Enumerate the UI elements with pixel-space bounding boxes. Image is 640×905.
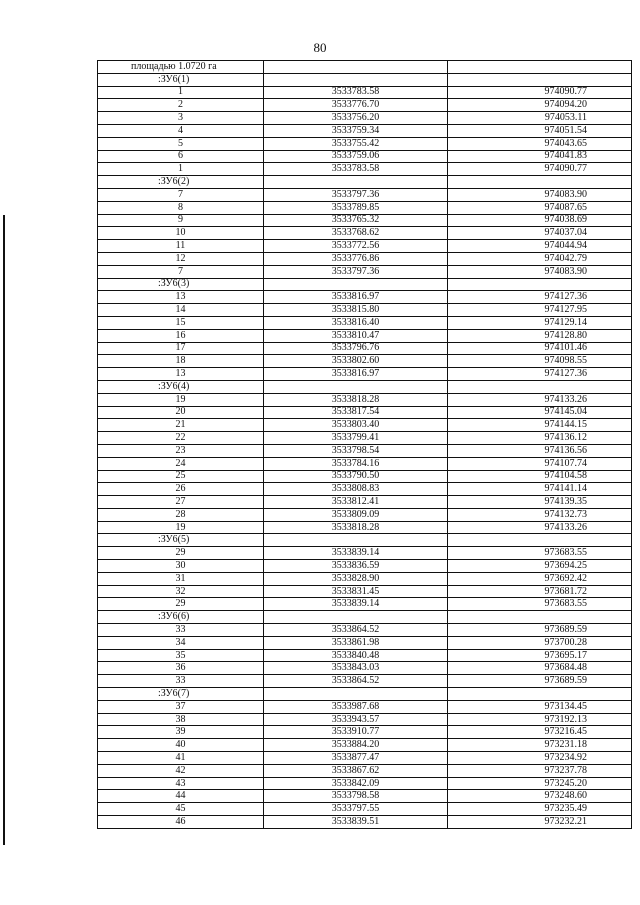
point-number: 16 <box>98 329 264 342</box>
y-coordinate: 973245.20 <box>448 777 632 790</box>
empty-cell <box>264 176 448 189</box>
table-row <box>98 265 632 278</box>
point-number: 28 <box>98 508 264 521</box>
table-row <box>98 444 632 457</box>
table-row <box>98 316 632 329</box>
x-coordinate: 3533818.28 <box>264 393 448 406</box>
y-coordinate: 974101.46 <box>448 342 632 355</box>
parcel-label: :ЗУ6(2) <box>98 176 264 189</box>
point-number: 3 <box>98 112 264 125</box>
y-coordinate: 974087.65 <box>448 201 632 214</box>
coordinates-table <box>97 60 632 829</box>
table-row <box>98 150 632 163</box>
coordinates-table-body <box>98 61 632 829</box>
empty-cell <box>264 380 448 393</box>
table-row <box>98 700 632 713</box>
x-coordinate: 3533828.90 <box>264 572 448 585</box>
y-coordinate: 973235.49 <box>448 803 632 816</box>
table-row <box>98 393 632 406</box>
table-row <box>98 406 632 419</box>
x-coordinate: 3533815.80 <box>264 304 448 317</box>
point-number: 13 <box>98 368 264 381</box>
point-number: 36 <box>98 662 264 675</box>
y-coordinate: 973684.48 <box>448 662 632 675</box>
point-number: 19 <box>98 521 264 534</box>
table-row <box>98 585 632 598</box>
table-row <box>98 419 632 432</box>
x-coordinate: 3533802.60 <box>264 355 448 368</box>
table-row <box>98 777 632 790</box>
y-coordinate: 974043.65 <box>448 137 632 150</box>
x-coordinate: 3533839.14 <box>264 547 448 560</box>
x-coordinate: 3533772.56 <box>264 240 448 253</box>
y-coordinate: 974098.55 <box>448 355 632 368</box>
y-coordinate: 974127.95 <box>448 304 632 317</box>
y-coordinate: 974141.14 <box>448 483 632 496</box>
point-number: 4 <box>98 124 264 137</box>
empty-cell <box>264 278 448 291</box>
y-coordinate: 974136.56 <box>448 444 632 457</box>
y-coordinate: 973700.28 <box>448 636 632 649</box>
point-number: 37 <box>98 700 264 713</box>
empty-cell <box>448 688 632 701</box>
y-coordinate: 974145.04 <box>448 406 632 419</box>
parcel-label: :ЗУ6(3) <box>98 278 264 291</box>
x-coordinate: 3533864.52 <box>264 675 448 688</box>
x-coordinate: 3533867.62 <box>264 764 448 777</box>
y-coordinate: 973689.59 <box>448 624 632 637</box>
table-row <box>98 342 632 355</box>
point-number: 46 <box>98 816 264 829</box>
point-number: 17 <box>98 342 264 355</box>
point-number: 18 <box>98 355 264 368</box>
table-row <box>98 636 632 649</box>
x-coordinate: 3533816.40 <box>264 316 448 329</box>
x-coordinate: 3533796.76 <box>264 342 448 355</box>
point-number: 1 <box>98 86 264 99</box>
empty-cell <box>264 611 448 624</box>
y-coordinate: 974090.77 <box>448 86 632 99</box>
table-row <box>98 521 632 534</box>
y-coordinate: 974038.69 <box>448 214 632 227</box>
point-number: 27 <box>98 496 264 509</box>
table-row <box>98 240 632 253</box>
area-caption: площадью 1.0720 га <box>98 61 264 74</box>
point-number: 44 <box>98 790 264 803</box>
point-number: 7 <box>98 188 264 201</box>
table-row <box>98 252 632 265</box>
table-row <box>98 624 632 637</box>
point-number: 19 <box>98 393 264 406</box>
header-cell <box>448 61 632 74</box>
x-coordinate: 3533809.09 <box>264 508 448 521</box>
x-coordinate: 3533812.41 <box>264 496 448 509</box>
parcel-label: :ЗУ6(4) <box>98 380 264 393</box>
empty-cell <box>264 73 448 86</box>
x-coordinate: 3533987.68 <box>264 700 448 713</box>
point-number: 10 <box>98 227 264 240</box>
y-coordinate: 974129.14 <box>448 316 632 329</box>
point-number: 7 <box>98 265 264 278</box>
empty-cell <box>448 534 632 547</box>
point-number: 6 <box>98 150 264 163</box>
x-coordinate: 3533797.55 <box>264 803 448 816</box>
point-number: 21 <box>98 419 264 432</box>
table-row <box>98 713 632 726</box>
x-coordinate: 3533797.36 <box>264 188 448 201</box>
y-coordinate: 973237.78 <box>448 764 632 777</box>
parcel-label-row <box>98 534 632 547</box>
x-coordinate: 3533910.77 <box>264 726 448 739</box>
x-coordinate: 3533783.58 <box>264 163 448 176</box>
table-row <box>98 188 632 201</box>
empty-cell <box>448 611 632 624</box>
y-coordinate: 974136.12 <box>448 432 632 445</box>
table-row <box>98 675 632 688</box>
table-row <box>98 112 632 125</box>
point-number: 8 <box>98 201 264 214</box>
x-coordinate: 3533756.20 <box>264 112 448 125</box>
y-coordinate: 974144.15 <box>448 419 632 432</box>
table-row <box>98 291 632 304</box>
point-number: 31 <box>98 572 264 585</box>
parcel-label: :ЗУ6(1) <box>98 73 264 86</box>
y-coordinate: 974042.79 <box>448 252 632 265</box>
empty-cell <box>264 534 448 547</box>
y-coordinate: 973695.17 <box>448 649 632 662</box>
y-coordinate: 974037.04 <box>448 227 632 240</box>
point-number: 42 <box>98 764 264 777</box>
point-number: 38 <box>98 713 264 726</box>
point-number: 33 <box>98 675 264 688</box>
table-row <box>98 329 632 342</box>
x-coordinate: 3533884.20 <box>264 739 448 752</box>
parcel-label-row <box>98 611 632 624</box>
empty-cell <box>448 380 632 393</box>
table-row <box>98 496 632 509</box>
table-row <box>98 739 632 752</box>
y-coordinate: 974090.77 <box>448 163 632 176</box>
x-coordinate: 3533759.34 <box>264 124 448 137</box>
table-row <box>98 201 632 214</box>
point-number: 20 <box>98 406 264 419</box>
point-number: 15 <box>98 316 264 329</box>
y-coordinate: 973689.59 <box>448 675 632 688</box>
y-coordinate: 973683.55 <box>448 598 632 611</box>
x-coordinate: 3533836.59 <box>264 560 448 573</box>
point-number: 39 <box>98 726 264 739</box>
point-number: 25 <box>98 470 264 483</box>
y-coordinate: 973683.55 <box>448 547 632 560</box>
x-coordinate: 3533797.36 <box>264 265 448 278</box>
y-coordinate: 973231.18 <box>448 739 632 752</box>
point-number: 13 <box>98 291 264 304</box>
point-number: 23 <box>98 444 264 457</box>
y-coordinate: 974128.80 <box>448 329 632 342</box>
table-row <box>98 457 632 470</box>
point-number: 5 <box>98 137 264 150</box>
x-coordinate: 3533783.58 <box>264 86 448 99</box>
x-coordinate: 3533817.54 <box>264 406 448 419</box>
table-row <box>98 598 632 611</box>
y-coordinate: 973192.13 <box>448 713 632 726</box>
page-number: 80 <box>313 40 327 55</box>
x-coordinate: 3533840.48 <box>264 649 448 662</box>
x-coordinate: 3533816.97 <box>264 291 448 304</box>
point-number: 34 <box>98 636 264 649</box>
x-coordinate: 3533784.16 <box>264 457 448 470</box>
table-row <box>98 803 632 816</box>
table-row <box>98 432 632 445</box>
table-row <box>98 137 632 150</box>
point-number: 29 <box>98 547 264 560</box>
table-row <box>98 304 632 317</box>
y-coordinate: 973694.25 <box>448 560 632 573</box>
empty-cell <box>448 278 632 291</box>
empty-cell <box>448 176 632 189</box>
point-number: 35 <box>98 649 264 662</box>
x-coordinate: 3533839.14 <box>264 598 448 611</box>
parcel-label-row <box>98 73 632 86</box>
x-coordinate: 3533776.70 <box>264 99 448 112</box>
table-row <box>98 368 632 381</box>
point-number: 40 <box>98 739 264 752</box>
empty-cell <box>264 688 448 701</box>
x-coordinate: 3533810.47 <box>264 329 448 342</box>
y-coordinate: 974107.74 <box>448 457 632 470</box>
point-number: 29 <box>98 598 264 611</box>
table-row <box>98 163 632 176</box>
table-row <box>98 547 632 560</box>
parcel-label-row <box>98 278 632 291</box>
table-row <box>98 355 632 368</box>
y-coordinate: 974041.83 <box>448 150 632 163</box>
table-row <box>98 752 632 765</box>
x-coordinate: 3533765.32 <box>264 214 448 227</box>
x-coordinate: 3533776.86 <box>264 252 448 265</box>
parcel-label: :ЗУ6(7) <box>98 688 264 701</box>
x-coordinate: 3533755.42 <box>264 137 448 150</box>
y-coordinate: 973134.45 <box>448 700 632 713</box>
margin-line <box>3 215 5 845</box>
x-coordinate: 3533789.85 <box>264 201 448 214</box>
table-row <box>98 662 632 675</box>
point-number: 33 <box>98 624 264 637</box>
x-coordinate: 3533877.47 <box>264 752 448 765</box>
x-coordinate: 3533808.83 <box>264 483 448 496</box>
table-row <box>98 99 632 112</box>
x-coordinate: 3533943.57 <box>264 713 448 726</box>
parcel-label: :ЗУ6(5) <box>98 534 264 547</box>
y-coordinate: 974104.58 <box>448 470 632 483</box>
y-coordinate: 974127.36 <box>448 291 632 304</box>
point-number: 1 <box>98 163 264 176</box>
table-row <box>98 649 632 662</box>
table-row <box>98 572 632 585</box>
y-coordinate: 974051.54 <box>448 124 632 137</box>
parcel-label-row <box>98 688 632 701</box>
x-coordinate: 3533798.58 <box>264 790 448 803</box>
x-coordinate: 3533861.98 <box>264 636 448 649</box>
point-number: 26 <box>98 483 264 496</box>
y-coordinate: 973248.60 <box>448 790 632 803</box>
y-coordinate: 973234.92 <box>448 752 632 765</box>
table-row <box>98 508 632 521</box>
table-row <box>98 726 632 739</box>
x-coordinate: 3533842.09 <box>264 777 448 790</box>
table-row <box>98 227 632 240</box>
x-coordinate: 3533831.45 <box>264 585 448 598</box>
table-row <box>98 816 632 829</box>
x-coordinate: 3533803.40 <box>264 419 448 432</box>
parcel-label: :ЗУ6(6) <box>98 611 264 624</box>
y-coordinate: 974044.94 <box>448 240 632 253</box>
x-coordinate: 3533839.51 <box>264 816 448 829</box>
empty-cell <box>448 73 632 86</box>
y-coordinate: 974053.11 <box>448 112 632 125</box>
y-coordinate: 973681.72 <box>448 585 632 598</box>
x-coordinate: 3533864.52 <box>264 624 448 637</box>
point-number: 30 <box>98 560 264 573</box>
x-coordinate: 3533768.62 <box>264 227 448 240</box>
x-coordinate: 3533759.06 <box>264 150 448 163</box>
y-coordinate: 973692.42 <box>448 572 632 585</box>
y-coordinate: 974132.73 <box>448 508 632 521</box>
table-row <box>98 86 632 99</box>
y-coordinate: 973216.45 <box>448 726 632 739</box>
x-coordinate: 3533818.28 <box>264 521 448 534</box>
y-coordinate: 974133.26 <box>448 521 632 534</box>
point-number: 12 <box>98 252 264 265</box>
x-coordinate: 3533798.54 <box>264 444 448 457</box>
y-coordinate: 974127.36 <box>448 368 632 381</box>
x-coordinate: 3533799.41 <box>264 432 448 445</box>
point-number: 14 <box>98 304 264 317</box>
table-header-row <box>98 61 632 74</box>
table-row <box>98 560 632 573</box>
y-coordinate: 973232.21 <box>448 816 632 829</box>
table-row <box>98 764 632 777</box>
point-number: 9 <box>98 214 264 227</box>
header-cell <box>264 61 448 74</box>
point-number: 32 <box>98 585 264 598</box>
point-number: 41 <box>98 752 264 765</box>
x-coordinate: 3533816.97 <box>264 368 448 381</box>
y-coordinate: 974083.90 <box>448 188 632 201</box>
point-number: 2 <box>98 99 264 112</box>
table-row <box>98 470 632 483</box>
y-coordinate: 974083.90 <box>448 265 632 278</box>
point-number: 43 <box>98 777 264 790</box>
y-coordinate: 974133.26 <box>448 393 632 406</box>
point-number: 22 <box>98 432 264 445</box>
x-coordinate: 3533790.50 <box>264 470 448 483</box>
parcel-label-row <box>98 176 632 189</box>
table-row <box>98 483 632 496</box>
point-number: 45 <box>98 803 264 816</box>
x-coordinate: 3533843.03 <box>264 662 448 675</box>
table-row <box>98 790 632 803</box>
y-coordinate: 974139.35 <box>448 496 632 509</box>
table-row <box>98 124 632 137</box>
point-number: 11 <box>98 240 264 253</box>
point-number: 24 <box>98 457 264 470</box>
parcel-label-row <box>98 380 632 393</box>
y-coordinate: 974094.20 <box>448 99 632 112</box>
table-row <box>98 214 632 227</box>
